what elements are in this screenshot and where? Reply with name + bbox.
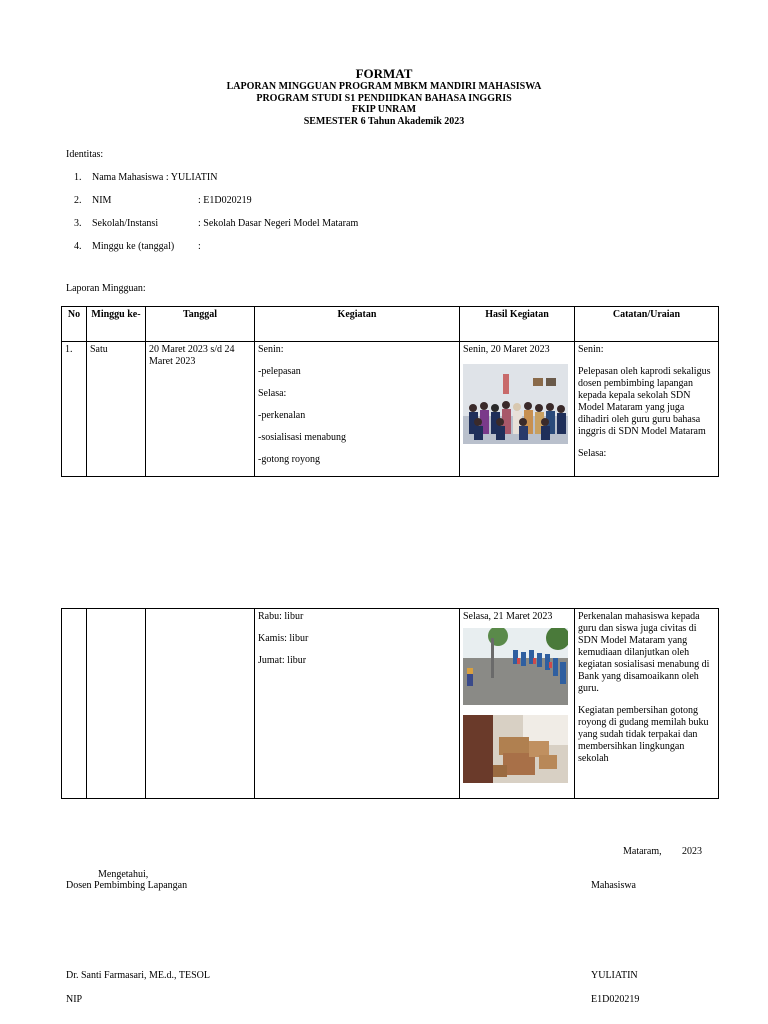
catatan-line: Pelepasan oleh kaprodi sekaligus dosen pembimbing lapangan kepada kepala sekolah SDN Model Mataram yang juga dihadiri oleh guru guru bahasa inggris di SDN Model Mataram (578, 366, 711, 437)
signature-year: 2023 (682, 846, 702, 857)
header-line-1: LAPORAN MINGGUAN PROGRAM MBKM MANDIRI MAHASISWA (226, 81, 542, 92)
header-line-2: PROGRAM STUDI S1 PENDIIDKAN BAHASA INGGRIS (256, 93, 512, 104)
storage-photo (463, 715, 568, 783)
column-header: Hasil Kegiatan (460, 307, 575, 342)
signature-right-name: YULIATIN (591, 970, 638, 981)
signature-left-role: Dosen Pembimbing Lapangan (66, 880, 188, 891)
table-row (62, 342, 719, 477)
signature-acknowledged: Mengetahui, (98, 869, 149, 880)
identity-value: : YULIATIN (165, 172, 218, 183)
signature-place: Mataram, (623, 846, 662, 857)
cell-kegiatan (255, 609, 460, 799)
cell-no: 1. (62, 342, 87, 477)
identity-value: : (198, 241, 201, 252)
cell-kegiatan (255, 342, 460, 477)
cell-catatan (575, 609, 719, 799)
identity-item-1 (74, 172, 217, 184)
report-table-continued (61, 608, 719, 799)
identity-num: 4. (74, 241, 82, 252)
header-line-4: SEMESTER 6 Tahun Akademik 2023 (303, 116, 465, 127)
signature-left-name: Dr. Santi Farmasari, ME.d., TESOL (66, 970, 210, 981)
identity-num: 2. (74, 195, 82, 206)
identity-label: NIM (92, 195, 112, 206)
storage-photo-image (463, 715, 568, 783)
column-header: Minggu ke- (87, 307, 146, 342)
cell-tanggal (146, 609, 255, 799)
identity-num: 1. (74, 172, 82, 183)
identity-item-2 (74, 195, 111, 207)
column-header: No (62, 307, 87, 342)
kegiatan-line: Selasa: (258, 388, 287, 399)
identity-label: Minggu ke (tanggal) (92, 241, 175, 252)
cell-hasil (460, 342, 575, 477)
column-header: Catatan/Uraian (575, 307, 719, 342)
identity-label: Sekolah/Instansi (92, 218, 159, 229)
report-table (61, 306, 719, 477)
yard-photo-image (463, 628, 568, 705)
column-header: Tanggal (146, 307, 255, 342)
identity-value: : Sekolah Dasar Negeri Model Mataram (198, 218, 359, 229)
yard-photo (463, 628, 568, 705)
signature-right-nim: E1D020219 (591, 994, 640, 1005)
kegiatan-line: -pelepasan (258, 366, 301, 377)
kegiatan-line: -perkenalan (258, 410, 306, 421)
group-photo-image (463, 364, 568, 444)
kegiatan-line: -gotong royong (258, 454, 320, 465)
catatan-line: Kegiatan pembersihan gotong royong di gudang memilah buku yang sudah tidak terpakai dan membersihkan lingkungan sekolah (578, 705, 709, 764)
signature-left-nip: NIP (66, 994, 83, 1005)
kegiatan-line: Jumat: libur (258, 655, 307, 666)
table-row (62, 609, 719, 799)
cell-hasil (460, 609, 575, 799)
cell-no (62, 609, 87, 799)
kegiatan-line: Kamis: libur (258, 633, 309, 644)
cell-tanggal: 20 Maret 2023 s/d 24 Maret 2023 (146, 342, 255, 477)
group-photo (463, 364, 568, 444)
signature-right-role: Mahasiswa (591, 880, 636, 891)
report-heading: Laporan Mingguan: (66, 283, 146, 294)
doc-title: FORMAT (355, 66, 413, 81)
identity-label: Nama Mahasiswa (92, 172, 164, 183)
identity-value: : E1D020219 (198, 195, 252, 206)
column-header: Kegiatan (255, 307, 460, 342)
catatan-line: Senin: (578, 344, 604, 355)
kegiatan-line: -sosialisasi menabung (258, 432, 347, 443)
kegiatan-line: Rabu: libur (258, 611, 304, 622)
cell-minggu (87, 609, 146, 799)
photo-caption: Senin, 20 Maret 2023 (463, 344, 550, 355)
catatan-line: Perkenalan mahasiswa kepada guru dan siswa juga civitas di SDN Model Mataram yang kemudiaan dilanjutkan oleh kegiatan sosialisasi menabung di Bank yang disamoaikann oleh guru. (578, 611, 710, 694)
cell-catatan (575, 342, 719, 477)
table-header-row (62, 307, 719, 342)
identity-heading: Identitas: (66, 149, 104, 160)
cell-minggu: Satu (87, 342, 146, 477)
photo-caption: Selasa, 21 Maret 2023 (463, 611, 553, 622)
identity-item-4 (74, 241, 174, 253)
catatan-line: Selasa: (578, 448, 607, 459)
identity-num: 3. (74, 218, 82, 229)
header-line-3: FKIP UNRAM (351, 104, 417, 115)
kegiatan-line: Senin: (258, 344, 284, 355)
identity-item-3 (74, 218, 158, 230)
